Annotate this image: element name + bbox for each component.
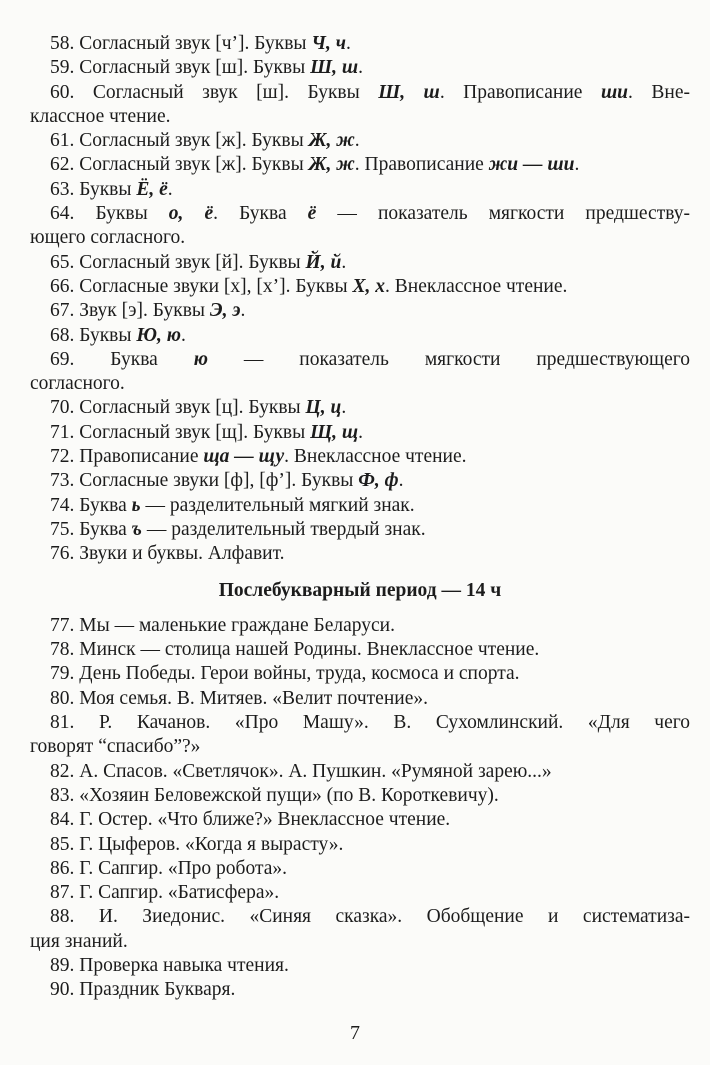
lesson-item xyxy=(30,348,690,397)
lesson-item xyxy=(30,421,690,445)
lesson-number: 85. xyxy=(50,833,80,855)
letter-highlight: ё xyxy=(307,203,317,225)
lesson-line xyxy=(30,784,690,808)
lesson-line xyxy=(30,614,690,638)
lesson-number: 72. xyxy=(50,446,80,468)
lesson-line xyxy=(30,81,690,105)
lesson-item xyxy=(30,808,690,832)
lesson-line xyxy=(30,32,690,56)
letter-highlight: Э, э xyxy=(209,300,241,322)
lesson-line xyxy=(30,275,690,299)
lesson-item xyxy=(30,32,690,56)
lesson-number: 58. xyxy=(50,33,80,54)
lesson-text: . xyxy=(345,33,351,54)
lesson-text: Согласный звук [щ]. Буквы xyxy=(79,421,311,443)
lesson-item xyxy=(30,881,690,905)
lesson-item xyxy=(30,687,690,711)
lesson-item xyxy=(30,202,690,251)
lesson-text: . Правописание xyxy=(354,154,489,176)
lesson-number: 64. xyxy=(50,203,96,225)
lesson-number: 81. xyxy=(50,712,99,734)
lesson-number: 75. xyxy=(50,518,80,540)
section-heading: Послебукварный период — 14 ч xyxy=(218,579,502,601)
lesson-number: 89. xyxy=(50,954,80,976)
letter-highlight: ь xyxy=(131,494,141,516)
lesson-item xyxy=(30,833,690,857)
lesson-item xyxy=(30,324,690,348)
lesson-text: — разделительный твердый знак. xyxy=(141,518,426,540)
page-number: 7 xyxy=(350,1022,360,1044)
lesson-continuation: говорят “спасибо”?» xyxy=(30,736,201,758)
lesson-line xyxy=(30,760,690,784)
lesson-text: Праздник Букваря. xyxy=(79,979,236,1001)
lesson-continuation: ция знаний. xyxy=(30,930,128,952)
lesson-text: Согласный звук [ч’]. Буквы xyxy=(79,33,312,54)
lesson-item xyxy=(30,638,690,662)
lesson-item xyxy=(30,518,690,542)
lesson-text: Звук [э]. Буквы xyxy=(79,300,210,322)
lesson-line xyxy=(30,396,690,420)
lesson-item xyxy=(30,178,690,202)
lesson-number: 62. xyxy=(50,154,80,176)
lesson-line xyxy=(30,687,690,711)
lesson-text: Звуки и буквы. Алфавит. xyxy=(79,543,285,565)
letter-highlight: жи — ши xyxy=(488,154,575,176)
letter-highlight: ю xyxy=(193,348,208,370)
lesson-number: 61. xyxy=(50,130,80,152)
lesson-continuation: согласного. xyxy=(30,373,125,395)
lesson-text: . xyxy=(180,324,186,346)
lesson-line xyxy=(30,324,690,348)
lesson-number: 65. xyxy=(50,251,80,273)
lesson-text: Согласный звук [ц]. Буквы xyxy=(79,397,306,419)
lesson-text: Буквы xyxy=(95,203,169,225)
lesson-line xyxy=(30,954,690,978)
lesson-number: 68. xyxy=(50,324,80,346)
lesson-text: — показатель мягкости предшеству- xyxy=(316,203,691,225)
lesson-item xyxy=(30,275,690,299)
lesson-item xyxy=(30,711,690,760)
lesson-text: . Внеклассное чтение. xyxy=(385,275,568,297)
lesson-text: Согласный звук [ж]. Буквы xyxy=(79,130,309,152)
lesson-text: . xyxy=(358,57,363,79)
letter-highlight: ъ xyxy=(131,518,142,540)
lesson-number: 69. xyxy=(50,348,111,370)
lesson-text: Согласный звук [ш]. Буквы xyxy=(92,81,379,103)
lesson-text: . xyxy=(358,421,363,443)
lesson-line xyxy=(30,202,690,226)
lesson-text: Проверка навыка чтения. xyxy=(79,954,289,976)
lesson-item xyxy=(30,81,690,130)
lesson-text: Согласные звуки [х], [х’]. Буквы xyxy=(79,275,353,297)
lesson-number: 77. xyxy=(50,614,80,636)
lesson-text: . xyxy=(354,130,360,152)
lesson-text: Г. Цыферов. «Когда я вырасту». xyxy=(79,833,344,855)
lesson-item xyxy=(30,396,690,420)
lesson-line xyxy=(30,711,690,735)
lesson-item xyxy=(30,445,690,469)
letter-highlight: Ф, ф xyxy=(358,470,399,492)
lesson-line xyxy=(30,421,690,445)
lesson-text: Г. Сапгир. «Батисфера». xyxy=(79,882,280,904)
lesson-item xyxy=(30,153,690,177)
lesson-text: — показатель мягкости предшествующего xyxy=(207,348,690,370)
lesson-number: 87. xyxy=(50,882,80,904)
lesson-item xyxy=(30,905,690,954)
lesson-text: Буква xyxy=(79,518,132,540)
lesson-number: 83. xyxy=(50,784,80,806)
lesson-line xyxy=(30,129,690,153)
lesson-text: «Хозяин Беловежской пущи» (по В. Короткевичу). xyxy=(79,784,499,806)
lesson-text: День Победы. Герои войны, труда, космоса и спорта. xyxy=(79,663,520,685)
lesson-text: А. Спасов. «Светлячок». А. Пушкин. «Румяной зарею...» xyxy=(79,760,552,782)
lesson-text: И. Зиедонис. «Синяя сказка». Обобщение и систематиза- xyxy=(98,906,690,928)
lesson-number: 74. xyxy=(50,494,80,516)
lesson-number: 66. xyxy=(50,275,80,297)
lesson-number: 70. xyxy=(50,397,80,419)
lesson-text: Буква xyxy=(110,348,194,370)
lesson-text: Моя семья. В. Митяев. «Велит почтение». xyxy=(79,687,428,709)
lesson-line xyxy=(30,469,690,493)
lesson-number: 76. xyxy=(50,543,80,565)
letter-highlight: Ж, ж xyxy=(308,130,355,152)
lesson-line xyxy=(30,178,690,202)
lesson-text: . xyxy=(167,178,173,200)
letter-highlight: Ё, ё xyxy=(136,178,168,200)
lesson-line xyxy=(30,348,690,372)
lesson-text: . Вне- xyxy=(628,81,690,103)
lesson-number: 71. xyxy=(50,421,80,443)
lesson-text: Буква xyxy=(79,494,132,516)
lesson-text: . xyxy=(341,397,347,419)
lesson-continuation: классное чтение. xyxy=(30,105,171,127)
lesson-text: Правописание xyxy=(79,446,204,468)
lesson-item xyxy=(30,978,690,1002)
lesson-line xyxy=(30,494,690,518)
lesson-text: . Буква xyxy=(213,203,308,225)
letter-highlight: Щ, щ xyxy=(310,421,359,443)
lesson-number: 88. xyxy=(50,906,99,928)
lesson-line xyxy=(30,638,690,662)
lesson-list-post-primer-period xyxy=(30,614,690,1003)
lesson-text: Буквы xyxy=(79,324,137,346)
lesson-number: 82. xyxy=(50,760,80,782)
lesson-item xyxy=(30,662,690,686)
lesson-number: 67. xyxy=(50,300,80,322)
lesson-line xyxy=(30,833,690,857)
letter-highlight: Ю, ю xyxy=(136,324,181,346)
lesson-text: Г. Остер. «Что ближе?» Внеклассное чтение. xyxy=(79,809,451,831)
lesson-line xyxy=(30,808,690,832)
lesson-item xyxy=(30,129,690,153)
lesson-text: Р. Качанов. «Про Машу». В. Сухомлинский. «Для чего xyxy=(99,712,691,734)
lesson-text: Мы — маленькие граждане Беларуси. xyxy=(79,614,395,636)
lesson-line xyxy=(30,153,690,177)
lesson-continuation: ющего согласного. xyxy=(30,227,186,249)
lesson-text: . xyxy=(240,300,246,322)
lesson-number: 63. xyxy=(50,178,80,200)
lesson-text: Согласный звук [й]. Буквы xyxy=(79,251,306,273)
lesson-text: . xyxy=(574,154,580,176)
lesson-text: . Правописание xyxy=(439,81,601,103)
letter-highlight: Ш, ш xyxy=(310,57,359,79)
letter-highlight: Ч, ч xyxy=(311,33,346,54)
letter-highlight: о, ё xyxy=(168,203,214,225)
lesson-item xyxy=(30,299,690,323)
lesson-number: 86. xyxy=(50,857,80,879)
lesson-number: 59. xyxy=(50,57,80,79)
lesson-line xyxy=(30,251,690,275)
lesson-text: Минск — столица нашей Родины. Внеклассное чтение. xyxy=(79,639,540,661)
lesson-list-letter-period xyxy=(30,32,690,567)
lesson-number: 78. xyxy=(50,639,80,661)
letter-highlight: Х, х xyxy=(352,275,386,297)
lesson-text: Согласные звуки [ф], [ф’]. Буквы xyxy=(79,470,359,492)
letter-highlight: ши xyxy=(600,81,629,103)
lesson-line xyxy=(30,662,690,686)
letter-highlight: Ж, ж xyxy=(308,154,355,176)
lesson-item xyxy=(30,760,690,784)
lesson-text: . xyxy=(398,470,404,492)
lesson-number: 84. xyxy=(50,809,80,831)
lesson-line xyxy=(30,857,690,881)
lesson-item xyxy=(30,954,690,978)
letter-highlight: Ц, ц xyxy=(305,397,342,419)
lesson-item xyxy=(30,614,690,638)
lesson-item xyxy=(30,784,690,808)
lesson-text: . xyxy=(341,251,347,273)
lesson-number: 80. xyxy=(50,687,80,709)
lesson-number: 90. xyxy=(50,979,80,1001)
lesson-text: . Внеклассное чтение. xyxy=(284,446,467,468)
lesson-line xyxy=(30,445,690,469)
lesson-item xyxy=(30,494,690,518)
lesson-line xyxy=(30,542,690,566)
lesson-text: — разделительный мягкий знак. xyxy=(140,494,415,516)
lesson-text: Буквы xyxy=(79,178,137,200)
letter-highlight: ща — щу xyxy=(203,446,285,468)
lesson-item xyxy=(30,251,690,275)
lesson-text: Г. Сапгир. «Про робота». xyxy=(79,857,288,879)
letter-highlight: Ш, ш xyxy=(378,81,440,103)
letter-highlight: Й, й xyxy=(305,251,342,273)
lesson-item xyxy=(30,469,690,493)
lesson-number: 79. xyxy=(50,663,80,685)
lesson-line xyxy=(30,978,690,1002)
lesson-line xyxy=(30,56,690,80)
lesson-number: 60. xyxy=(50,81,93,103)
lesson-line xyxy=(30,905,690,929)
lesson-item xyxy=(30,56,690,80)
lesson-text: Согласный звук [ж]. Буквы xyxy=(79,154,309,176)
lesson-line xyxy=(30,518,690,542)
lesson-line xyxy=(30,299,690,323)
lesson-item xyxy=(30,542,690,566)
lesson-number: 73. xyxy=(50,470,80,492)
lesson-item xyxy=(30,857,690,881)
document-page xyxy=(30,32,690,1003)
lesson-line xyxy=(30,881,690,905)
lesson-text: Согласный звук [ш]. Буквы xyxy=(79,57,311,79)
